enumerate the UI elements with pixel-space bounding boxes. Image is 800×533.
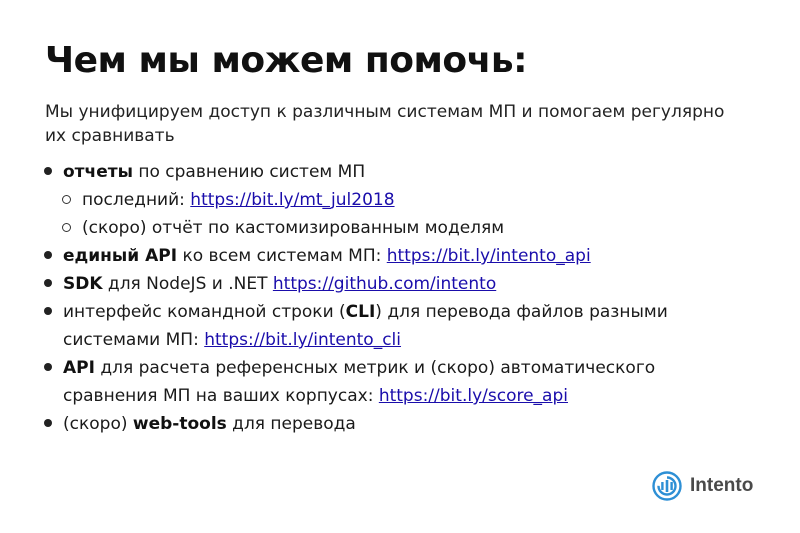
api-link[interactable]: https://bit.ly/intento_api bbox=[386, 246, 591, 266]
bullet-icon bbox=[44, 251, 52, 259]
page-title: Чем мы можем помочь: bbox=[45, 40, 527, 81]
item-text: сравнения МП на ваших корпусах: bbox=[63, 386, 379, 406]
bold-term: единый API bbox=[63, 246, 178, 266]
item-text: для расчета референсных метрик и (скоро) автоматического bbox=[94, 358, 656, 378]
logo-text: Intento bbox=[690, 475, 754, 496]
list-item-text bbox=[82, 186, 395, 214]
list-item-text bbox=[63, 298, 668, 326]
bullet-icon bbox=[44, 279, 52, 287]
item-text: системами МП: bbox=[63, 330, 205, 350]
item-text: ко всем системам МП: bbox=[177, 246, 387, 266]
score-api-link[interactable]: https://bit.ly/score_api bbox=[378, 386, 568, 406]
bold-term: CLI bbox=[345, 302, 376, 322]
list-item-text: (скоро) отчёт по кастомизированным моделям bbox=[82, 218, 505, 238]
bullet-icon bbox=[44, 307, 52, 315]
item-text: последний: bbox=[82, 190, 191, 210]
list-item-text bbox=[63, 270, 496, 298]
report-link[interactable]: https://bit.ly/mt_jul2018 bbox=[190, 190, 395, 210]
hollow-bullet-icon bbox=[62, 195, 71, 204]
list-item-text bbox=[63, 354, 655, 382]
subtitle: Мы унифицируем доступ к различным системам МП и помогаем регулярно их сравнивать bbox=[45, 102, 725, 146]
list-item-text bbox=[63, 410, 356, 438]
list-item-text bbox=[63, 158, 365, 186]
bold-term: SDK bbox=[63, 274, 103, 294]
intento-logo-icon bbox=[652, 471, 682, 501]
cli-link[interactable]: https://bit.ly/intento_cli bbox=[204, 330, 402, 350]
list-item-text bbox=[63, 326, 401, 354]
bold-term: API bbox=[63, 358, 95, 378]
list-item-text bbox=[63, 242, 591, 270]
intento-logo bbox=[652, 470, 753, 502]
github-link[interactable]: https://github.com/intento bbox=[272, 274, 497, 294]
item-text: (скоро) bbox=[63, 414, 133, 434]
hollow-bullet-icon bbox=[62, 223, 71, 232]
bold-term: web-tools bbox=[132, 414, 227, 434]
item-text: интерфейс командной строки ( bbox=[63, 302, 346, 322]
item-text: ) для перевода файлов разными bbox=[375, 302, 668, 322]
item-text: для NodeJS и .NET bbox=[102, 274, 273, 294]
bullet-icon bbox=[44, 419, 52, 427]
bullet-icon bbox=[44, 363, 52, 371]
item-text: по сравнению систем МП bbox=[132, 162, 366, 182]
item-text: для перевода bbox=[226, 414, 356, 434]
bold-term: отчеты bbox=[63, 162, 133, 182]
bullet-icon bbox=[44, 167, 52, 175]
list-item-text bbox=[63, 382, 568, 410]
